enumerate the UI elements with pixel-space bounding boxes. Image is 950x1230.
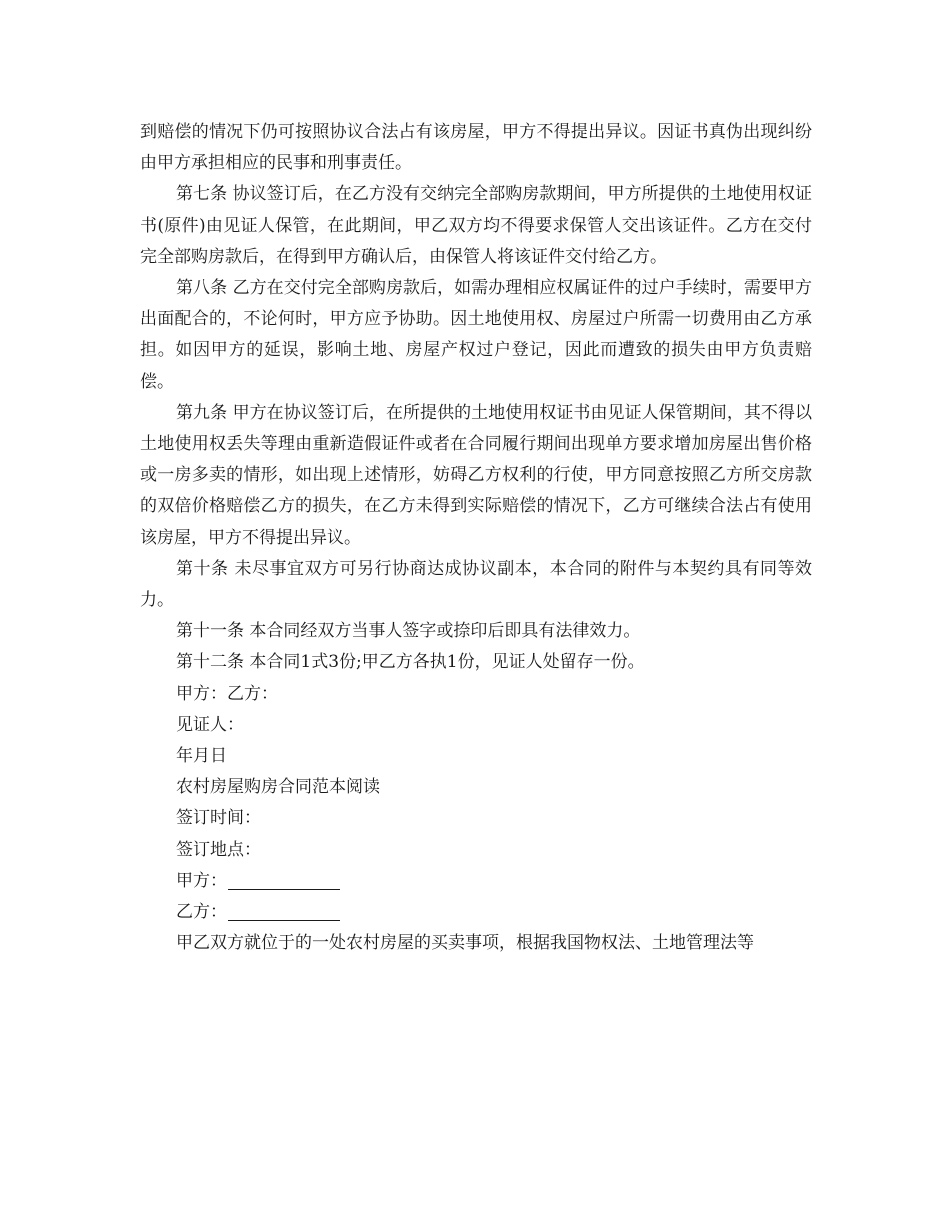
intro-paragraph: 甲乙双方就位于的一处农村房屋的买卖事项，根据我国物权法、土地管理法等 xyxy=(176,933,754,954)
signing-time: 签订时间： xyxy=(176,808,261,829)
clause-9: 第九条 甲方在协议签订后，在所提供的土地使用权证书由见证人保管期间，其不得以土地使用权丢失等理由重新造假证件或者在合同履行期间出现单方要求增加房屋出售价格或一房多卖的情形，如出现上述情形，妨碍乙方权利的行使，甲方同意按照乙方所交房款的双倍价格赔偿乙方的损失，在乙方未得到实际赔偿的情况下，乙方可继续合法占有使用该房屋，甲方不得提出异议。 xyxy=(140,402,812,548)
section-title: 农村房屋购房合同范本阅读 xyxy=(176,777,380,798)
clause-10: 第十条 未尽事宜双方可另行协商达成协议副本，本合同的附件与本契约具有同等效力。 xyxy=(140,558,812,611)
paragraph-continuation: 到赔偿的情况下仍可按照协议合法占有该房屋，甲方不得提出异议。因证书真伪出现纠纷由甲方承担相应的民事和刑事责任。 xyxy=(140,122,812,174)
signature-witness: 见证人： xyxy=(176,714,244,735)
clause-11: 第十一条 本合同经双方当事人签字或捺印后即具有法律效力。 xyxy=(176,621,641,642)
party-b-label: 乙方： xyxy=(176,902,227,923)
signature-date: 年月日 xyxy=(176,746,227,767)
signing-place: 签订地点： xyxy=(176,839,261,860)
party-b-blank xyxy=(228,902,340,921)
party-a-label: 甲方： xyxy=(176,870,227,891)
signature-parties: 甲方：乙方： xyxy=(176,683,278,704)
clause-12: 第十二条 本合同1式3份;甲乙方各执1份，见证人处留存一份。 xyxy=(176,652,645,673)
party-b-line xyxy=(140,897,812,928)
party-a-line xyxy=(140,866,812,897)
clause-7: 第七条 协议签订后，在乙方没有交纳完全部购房款期间，甲方所提供的土地使用权证书(原件)由见证人保管，在此期间，甲乙双方均不得要求保管人交出该证件。乙方在交付完全部购房款后，在得到甲方确认后，由保管人将该证件交付给乙方。 xyxy=(140,184,812,267)
clause-8: 第八条 乙方在交付完全部购房款后，如需办理相应权属证件的过户手续时，需要甲方出面配合的，不论何时，甲方应予协助。因土地使用权、房屋过户所需一切费用由乙方承担。如因甲方的延误，影响土地、房屋产权过户登记，因此而遭致的损失由甲方负责赔偿。 xyxy=(140,278,812,392)
document-body xyxy=(140,117,812,959)
party-a-blank xyxy=(228,871,340,890)
